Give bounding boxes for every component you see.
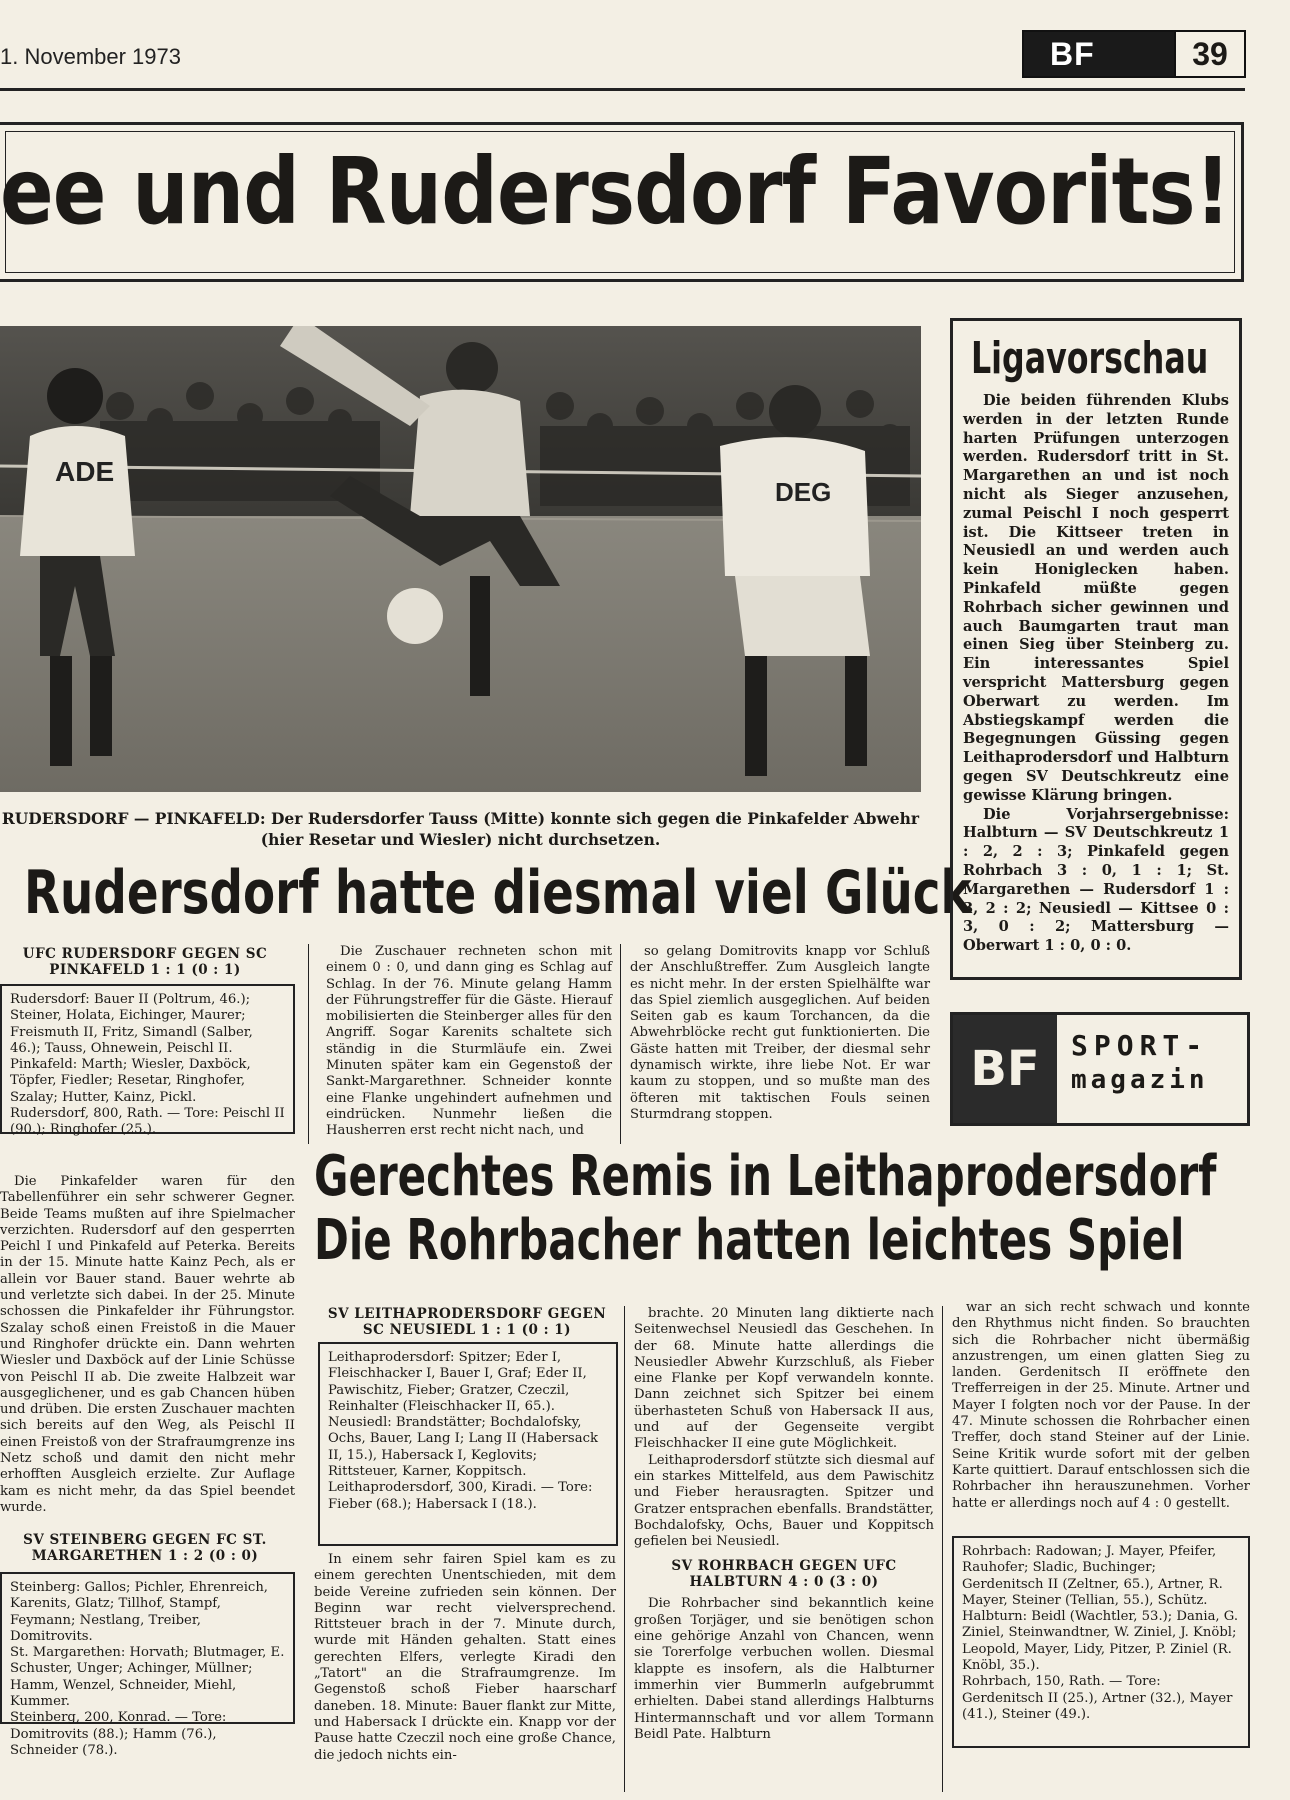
steinberg-lineup: Steinberg: Gallos; Pichler, Ehrenreich, Karenits, Glatz; Tillhof, Stampf, Feymann; Nestlang, Treiber, Domitrovits. St. Margarethen: Horvath; Blutmager, E. Schuster, Unger; Achinger, Müllner; Hamm, Wenzel, Schneider, Miehl, Kummer. Steinberg, 200, Konrad. — Tore: Domitrovits (88.); Hamm (76.), Schneider (78.). bbox=[0, 1572, 295, 1724]
article1-col2: Die Zuschauer rechneten schon mit einem 0 : 0, und dann ging es Schlag auf Schlag. In der 76. Minute gelang Hamm der Führungstreffer für die Gäste. Hierauf mobilisierten die Steinberger alles für den Angriff. Sogar Karenits schaltete sich ständig in die Sturmläufe ein. Zwei Minuten später kam ein Gegenstoß der Sankt-Margarethner. Schneider konnte eine Flanke ungehindert aufnehmen und eindrücken. Nunmehr ließen die Hausherren erst recht nicht nach, und bbox=[326, 944, 612, 1139]
bf-logo: BF bbox=[1024, 32, 1174, 76]
article1-title: Rudersdorf hatte diesmal viel Glück bbox=[24, 858, 972, 928]
sportmagazin-text: SPORT- magazin bbox=[1071, 1029, 1209, 1095]
sportmagazin-logo: BF bbox=[953, 1015, 1057, 1123]
ligavorschau-box bbox=[950, 318, 1242, 980]
issue-date: 1. November 1973 bbox=[0, 44, 181, 69]
article1-lineup bbox=[0, 984, 295, 1138]
photo-caption: RUDERSDORF — PINKAFELD: Der Rudersdorfer Tauss (Mitte) konnte sich gegen die Pinkafelder Abwehr (hier Resetar und Wiesler) nicht durchsetzen. bbox=[1, 809, 920, 849]
main-headline: ee und Rudersdorf Favorits! bbox=[0, 138, 1231, 245]
page-number: 39 bbox=[1174, 32, 1244, 76]
lineup-result: Rudersdorf, 800, Rath. — Tore: Peischl II (90.); Ringhofer (25.). bbox=[10, 1106, 285, 1138]
article2-col1: In einem sehr fairen Spiel kam es zu einem gerechten Unentschieden, mit dem beide Vereine zufrieden sein können. Der Beginn war recht vielversprechend. Rittsteuer brach in der 7. Minute durch, wurde mit Händen gehalten. Statt eines gerechten Elfers, verlegte Kiradi den „Tatort" an die Strafraumgrenze. Im Gegenstoß schoß Fieber haarscharf daneben. 18. Minute: Bauer flankt zur Mitte, und Habersack I drückte ein. Knapp vor der Pause hatte Czeczil noch eine große Chance, die jedoch nichts ein- bbox=[314, 1552, 616, 1763]
shirt-text-left: ADE bbox=[55, 456, 115, 487]
article2-lineup: Leithaprodersdorf: Spitzer; Eder I, Fleischhacker I, Bauer I, Graf; Eder II, Pawischitz, Fieber; Gratzer, Czeczil, Reinhalter (Fleischhacker II, 65.). Neusiedl: Brandstätter; Bochdalofsky, Ochs, Bauer, Lang I; Lang II (Habersack II, 15.), Habersack I, Keglovits; Rittsteuer, Karner, Koppitsch. Leithaprodersdorf, 300, Kiradi. — Tore: Fieber (68.); Habersack I (18.). bbox=[318, 1342, 618, 1546]
article2-title: Gerechtes Remis in Leithaprodersdorf Die Rohrbacher hatten leichtes Spiel bbox=[314, 1144, 1217, 1273]
match-photo bbox=[0, 326, 921, 792]
page-header-badge bbox=[1022, 30, 1246, 78]
ligavorschau-text: Die beiden führenden Klubs werden in der letzten Runde harten Prüfungen unterzogen werden. Rudersdorf tritt in St. Margarethen an und ist noch nicht als Sieger anzusehen, zumal Peischl I noch gesperrt ist. Die Kittseer treten in Neusiedl an und werden auch kein Honiglecken haben. Pinkafeld müßte gegen Rohrbach sicher gewinnen und auch Baumgarten traut man einen Sieg über Steinberg zu. Ein interessantes Spiel verspricht Mattersburg gegen Oberwart zu werden. Im Abstiegskampf werden die Begegnungen Güssing gegen Leithaprodersdorf und Halbturn gegen SV Deutschkreutz eine gewisse Klärung bringen. Die Vorjahrsergebnisse: Halbturn — SV Deutschkreutz 1 : 2, 2 : 3; Pinkafeld gegen Rohrbach 3 : 0, 1 : 1; St. Margarethen — Rudersdorf 1 : 3, 2 : 2; Neusiedl — Kittsee 0 : 3, 0 : 2; Mattersburg — Oberwart 1 : 0, 0 : 0. bbox=[963, 392, 1229, 955]
ligavorschau-title: Ligavorschau bbox=[971, 333, 1209, 384]
article2-subhead: SV LEITHAPRODERSDORF GEGEN SC NEUSIEDL 1 : 1 (0 : 1) bbox=[327, 1306, 607, 1338]
article2-col2: brachte. 20 Minuten lang diktierte nach Seitenwechsel Neusiedl das Geschehen. In der 68. Minute hatte allerdings die Neusiedler Abwehr Kurzschluß, als Fieber eine Flanke per Kopf verwandeln konnte. Dann zeichnet sich Spitzer bei einem überhasteten Schuß von Habersack II aus, und auf der Gegenseite vergibt Fleischhacker II eine gute Möglichkeit. Leithaprodersdorf stützte sich diesmal auf ein starkes Mittelfeld, aus dem Pawischitz und Fieber herausragten. Spitzer und Gratzer entsprachen ebenfalls. Brandstätter, Bochdalofsky, Ochs, Bauer und Koppitsch gefielen bei Neusiedl. SV ROHRBACH GEGEN UFC HALBTURN 4 : 0 (3 : 0) Die Rohrbacher sind bekanntlich keine großen Torjäger, und sie benötigen schon eine gehörige Anzahl von Chancen, wenn sie Torerfolge verbuchen wollen. Diesmal klappte es insofern, als die Halbturner immerhin vier Bummerln aufgebrummt erhielten. Dabei stand allerdings Halbturns Hintermannschaft und vor allem Tormann Beidl Pate. Halbturn bbox=[634, 1306, 934, 1742]
sportmagazin-box bbox=[950, 1012, 1250, 1126]
rohrbach-subhead: SV ROHRBACH GEGEN UFC HALBTURN 4 : 0 (3 : 0) bbox=[671, 1558, 897, 1591]
shirt-text-right: DEG bbox=[775, 477, 832, 507]
rohrbach-lineup: Rohrbach: Radowan; J. Mayer, Pfeifer, Rauhofer; Sladic, Buchinger; Gerdenitsch II (Zeltner, 65.), Artner, R. Mayer, Steiner (Tellian, 55.), Schütz. Halbturn: Beidl (Wachtler, 53.); Dania, G. Ziniel, Steinwandtner, W. Ziniel, J. Knöbl; Leopold, Mayer, Lidy, Pitzer, P. Ziniel (R. Knöbl, 35.). Rohrbach, 150, Rath. — Tore: Gerdenitsch II (25.), Artner (32.), Mayer (41.), Steiner (49.). bbox=[952, 1536, 1250, 1748]
header-rule bbox=[0, 88, 1245, 91]
lineup-rudersdorf: Rudersdorf: Bauer II (Poltrum, 46.); Steiner, Holata, Eichinger, Maurer; Freismuth II, Fritz, Simandl (Salber, 46.); Tauss, Ohnewein, Peischl II. bbox=[10, 992, 253, 1056]
steinberg-subhead: SV STEINBERG GEGEN FC ST. MARGARETHEN 1 : 2 (0 : 0) bbox=[23, 1532, 267, 1564]
article1-subhead: UFC RUDERSDORF GEGEN SC PINKAFELD 1 : 1 (0 : 1) bbox=[22, 946, 268, 978]
lineup-pinkafeld: Pinkafeld: Marth; Wiesler, Daxböck, Töpfer, Fiedler; Resetar, Ringhofer, Szalay; Hutter, Kainz, Pickl. bbox=[10, 1057, 251, 1105]
article1-col3: so gelang Domitrovits knapp vor Schluß der Anschlußtreffer. Zum Ausgleich langte es nicht mehr. In der ersten Spielhälfte war das Spiel ziemlich ausgeglichen. Auf beiden Seiten gab es kaum Torchancen, da die Abwehrblöcke recht gut funktionierten. Die Gäste hatten mit Treiber, der diesmal sehr dynamisch wirkte, ihre liebe Not. Er war kaum zu stoppen, und so mußte man des öfteren mit taktischen Fouls seinen Sturmdrang stoppen. bbox=[630, 944, 930, 1122]
article2-col3: war an sich recht schwach und konnte den Rhythmus nicht finden. So brauchten sich die Rohrbacher nicht übermäßig anzustrengen, um einen glatten Sieg zu landen. Gerdenitsch II eröffnete den Trefferreigen in der 25. Minute. Artner und Mayer I folgten noch vor der Pause. In der 47. Minute schossen die Rohrbacher einen Treffer, doch stand Steiner auf der Linie. Seine Kritik wurde sofort mit der gelben Karte quittiert. Darauf entschlossen sich die Rohrbacher ihn herauszunehmen. Vorher hatte er allerdings noch auf 4 : 0 gestellt. bbox=[952, 1300, 1250, 1511]
article1-col1: Die Pinkafelder waren für den Tabellenführer ein sehr schwerer Gegner. Beide Teams mußten auf ihre Spielmacher verzichten. Rudersdorf auf den gesperrten Peichl I und Pinkafeld auf Peterka. Bereits in der 15. Minute hatte Kainz Pech, als er allein vor Bauer stand. Bauer wehrte ab und verletzte sich dabei. In der 25. Minute schossen die Pinkafelder ihr Führungstor. Szalay schoß einen Freistoß in die Mauer und Ringhofer drückte ein. Dann wehrten Wiesler und Daxböck auf der Linie Schüsse von Peischl II ab. Die zweite Halbzeit war ausgeglichener, und es gab Chancen hüben und drüben. Die ersten Zuschauer machten sich bereits auf den Weg, als Peischl II einen Freistoß von der Strafraumgrenze ins Netz schoß und damit den nicht mehr erhofften Ausgleich erzielte. Zur Auflage kam es nicht mehr, da das Spiel beendet wurde. bbox=[0, 1174, 295, 1515]
